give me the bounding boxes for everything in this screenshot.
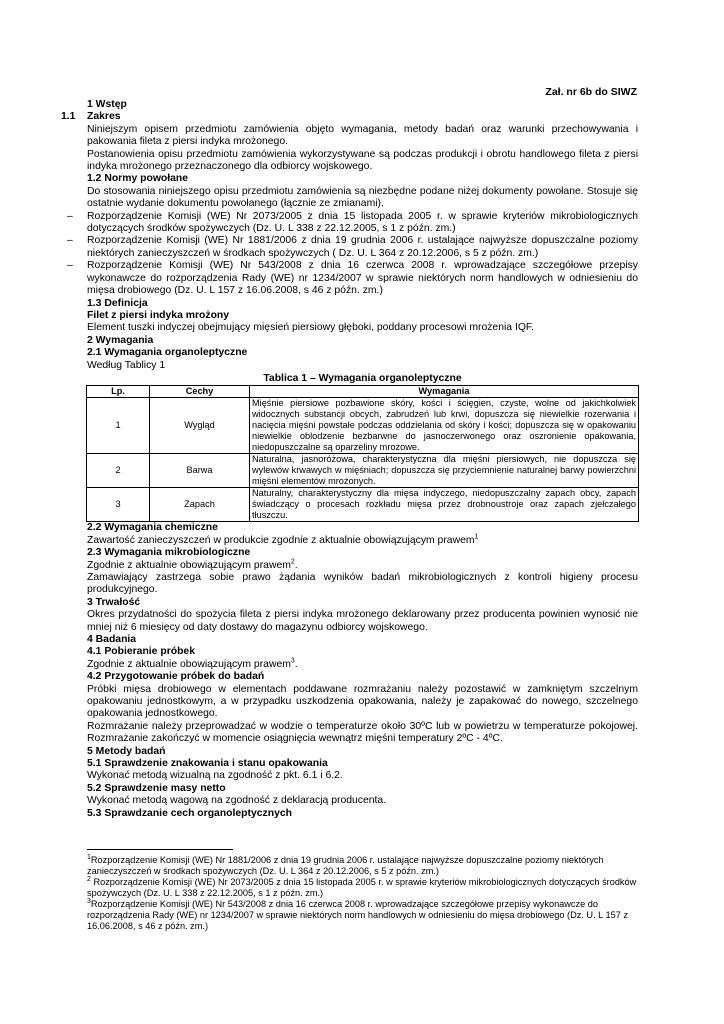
cell-wymagania: Naturalny, charakterystyczny dla mięsa indyczego, niedopuszczalny zapach obcy, zapach świadczący o procesach rozkładu mięsa przez drobnoustroje oraz zapach zjełczałego tłuszczu. — [250, 488, 639, 522]
footnote-1 — [87, 855, 638, 877]
cell-cecha: Barwa — [150, 454, 250, 488]
cell-cecha: Zapach — [150, 488, 250, 522]
norm-text: Rozporządzenie Komisji (WE) Nr 1881/2006 z dnia 19 grudnia 2006 r. ustalające najwyższe dopuszczalne poziomy niektórych zanieczyszczeń w środkach spożywczych ( Dz. U. L 364 z 20.12.2006, s 5 z późn. zm.) — [87, 235, 638, 259]
document-body — [61, 99, 638, 820]
section-2-heading: 2 Wymagania — [87, 334, 154, 346]
cell-wymagania: Naturalna, jasnoróżowa, charakterystyczna dla mięśni piersiowych, nie dopuszcza się wylewów krwawych w mięśniach; dopuszcza się przyciemnienie naturalnej barwy powierzchni mięśni elementów mrożonych. — [250, 454, 639, 488]
footnote-ref-1[interactable]: 1 — [474, 533, 479, 541]
section-2-3-text — [87, 560, 638, 572]
footnote-text: Rozporządzenie Komisji (WE) Nr 2073/2005 z dnia 15 listopada 2005 r. w sprawie kryteriów mikrobiologicznych dotyczących środków spożywczych (Dz. U. L 338 z 22.12.2005, s 1 z późn. zm.) — [87, 877, 637, 898]
section-1-heading: 1 Wstęp — [87, 99, 127, 110]
footnote-ref-3[interactable]: 3 — [290, 657, 295, 665]
section-2-1-text: Według Tablicy 1 — [87, 359, 166, 371]
norms-list — [67, 210, 638, 298]
footnote-text: Rozporządzenie Komisji (WE) Nr 1881/2006 z dnia 19 grudnia 2006 r. ustalające najwyższe dopuszczalne poziomy niektórych zanieczyszczeń w środkach spożywczych (Dz. U. L 364 z 20.12.2006, s 5 z późn. zm.) — [87, 855, 604, 876]
section-4-2-text-1: Próbki mięsa drobiowego w elementach poddawane rozmrażaniu należy pozostawić w zamkniętym szczelnym opakowaniu jednostkowym, a w przypadku uszkodzenia opakowania, należy je zapakować do nowego, szczelnego opakowania jednostkowego. — [87, 683, 638, 720]
section-1-1-heading — [61, 111, 638, 123]
cell-cecha: Wygląd — [150, 398, 250, 454]
footnote-text: Rozporządzenie Komisji (WE) Nr 543/2008 z dnia 16 czerwca 2008 r. wprowadzające szczegółowe przepisy wykonawcze do rozporządzenia Rady (WE) nr 1234/2007 w sprawie niektórych norm handlowych w odniesieniu do mięsa drobiowego (Dz. U. L 157 z 16.06.2008, s 46 z późn. zm.) — [87, 899, 628, 931]
section-2-2-text — [87, 535, 638, 547]
section-1-1-title: Zakres — [87, 111, 121, 123]
section-1-2-heading: 1.2 Normy powołane — [87, 173, 189, 185]
norms-list-item — [67, 210, 638, 236]
dash-marker: – — [67, 260, 73, 272]
section-2-1-heading: 2.1 Wymagania organoleptyczne — [87, 347, 248, 359]
section-5-2-text: Wykonać metodą wagową na zgodność z deklaracją producenta. — [87, 795, 387, 807]
table-row — [87, 398, 639, 454]
footnote-3 — [87, 899, 638, 932]
dash-marker: – — [67, 235, 73, 247]
definition-text: Element tuszki indyczej obejmujący mięsień piersiowy głęboki, poddany procesowi mrożenia IQF. — [87, 322, 534, 334]
footnote-number: 2 — [87, 875, 91, 883]
section-5-1-heading: 5.1 Sprawdzenie znakowania i stanu opakowania — [87, 758, 328, 770]
period: . — [294, 658, 298, 670]
header-cechy: Cechy — [150, 386, 250, 398]
header-wymagania: Wymagania — [250, 386, 639, 398]
table-row — [87, 488, 639, 522]
section-4-heading: 4 Badania — [87, 634, 137, 645]
section-4-2-text-2: Rozmrażanie należy przeprowadzać w wodzie o temperaturze około 30ºC lub w powietrzu w temperaturze pokojowej. Rozmrażanie zakończyć w momencie osiągnięcia wewnątrz mięśni temperatury 2ºC - 4ºC. — [87, 720, 638, 745]
organoleptic-table — [86, 385, 639, 522]
section-2-3-text-2: Zamawiający zastrzega sobie prawo żądania wyników badań mikrobiologicznych z kontroli higieny procesu produkcyjnego. — [87, 571, 638, 596]
section-5-2-heading: 5.2 Sprawdzenie masy netto — [87, 782, 226, 794]
table-row — [87, 454, 639, 488]
scope-paragraph-2: Postanowienia opisu przedmiotu zamówienia wykorzystywane są podczas produkcji i obrotu handlowego fileta z piersi indyka mrożonego przeznaczonego dla odbiorcy wojskowego. — [87, 148, 638, 173]
section-5-heading: 5 Metody badań — [87, 745, 166, 757]
norms-list-item — [67, 235, 638, 260]
cell-lp: 1 — [87, 398, 150, 454]
period: . — [294, 559, 298, 571]
definition-term: Filet z piersi indyka mrożony — [87, 309, 230, 321]
section-3-heading: 3 Trwałość — [87, 596, 141, 608]
dash-marker: – — [67, 210, 73, 222]
cell-wymagania: Mięśnie piersiowe pozbawione skóry, kości i ścięgien, czyste, wolne od jakichkolwiek widocznych substancji obcych, zabrudzeń lub krwi, dopuszcza się niewielkie rozerwania i nacięcia mięśni powstałe podczas oddzielania od skóry i kości; dopuszcza się w opakowaniu niewielkie oblodzenie bezbarwne do jasnoczerwonego oraz oszronienie opakowania, niedopuszczalne są oparzeliny mrozowe. — [250, 398, 639, 454]
footnote-ref-2[interactable]: 2 — [290, 558, 295, 566]
footnote-number: 1 — [87, 853, 91, 861]
micro-req-text: Zgodnie z aktualnie obowiązującym prawem — [87, 559, 291, 571]
header-lp: Lp. — [87, 386, 150, 398]
norm-text: Rozporządzenie Komisji (WE) Nr 543/2008 z dnia 16 czerwca 2008 r. wprowadzające szczegółowe przepisy wykonawcze do rozporządzenia Rady (WE) nr 1234/2007 w sprawie niektórych norm handlowych w odniesieniu do mięsa drobiowego (Dz. U. L 157 z 16.06.2008, s 46 z późn. zm.) — [87, 260, 638, 297]
section-1-1-number: 1.1 — [61, 111, 76, 123]
norms-list-item — [67, 260, 638, 297]
sampling-text: Zgodnie z aktualnie obowiązującym prawem — [87, 658, 291, 670]
cell-lp: 3 — [87, 488, 150, 522]
section-4-1-heading: 4.1 Pobieranie próbek — [87, 646, 195, 658]
table-header-row — [87, 386, 639, 398]
norm-text: Rozporządzenie Komisji (WE) Nr 2073/2005 z dnia 15 listopada 2005 r. w sprawie kryteriów mikrobiologicznych dotyczących środków spożywczych (Dz. U. L 338 z 22.12.2005, s 1 z późn. zm.) — [87, 210, 638, 235]
norms-intro-paragraph: Do stosowania niniejszego opisu przedmiotu zamówienia są niezbędne podane niżej dokumenty powołane. Stosuje się ostatnie wydanie dokumentu powołanego (łącznie ze zmianami). — [87, 185, 638, 210]
section-5-1-text: Wykonać metodą wizualną na zgodność z pkt. 6.1 i 6.2. — [87, 770, 343, 782]
footnote-separator — [87, 849, 233, 850]
section-3-text: Okres przydatności do spożycia fileta z piersi indyka mrożonego deklarowany przez producenta powinien wynosić nie mniej niż 6 miesięcy od daty dostawy do magazynu odbiorcy wojskowego. — [87, 609, 638, 633]
footnote-2 — [87, 877, 638, 899]
attachment-reference: Zał. nr 6b do SIWZ — [545, 86, 637, 98]
cell-lp: 2 — [87, 454, 150, 488]
section-4-2-heading: 4.2 Przygotowanie próbek do badań — [87, 671, 265, 683]
chemical-req-text: Zawartość zanieczyszczeń w produkcie zgodnie z aktualnie obowiązującym prawem — [87, 534, 475, 546]
footnote-number: 3 — [87, 897, 91, 905]
table-title: Tablica 1 – Wymagania organoleptyczne — [263, 372, 462, 384]
scope-paragraph-1: Niniejszym opisem przedmiotu zamówienia objęto wymagania, metody badań oraz warunki przechowywania i pakowania fileta z piersi indyka mrożonego. — [87, 123, 638, 148]
section-4-1-text — [87, 659, 638, 671]
section-1-3-heading: 1.3 Definicja — [87, 297, 148, 309]
section-2-2-heading: 2.2 Wymagania chemiczne — [87, 522, 218, 534]
section-5-3-heading: 5.3 Sprawdzanie cech organoleptycznych — [87, 807, 292, 819]
footnotes — [87, 855, 638, 932]
section-2-3-heading: 2.3 Wymagania mikrobiologiczne — [87, 547, 251, 559]
